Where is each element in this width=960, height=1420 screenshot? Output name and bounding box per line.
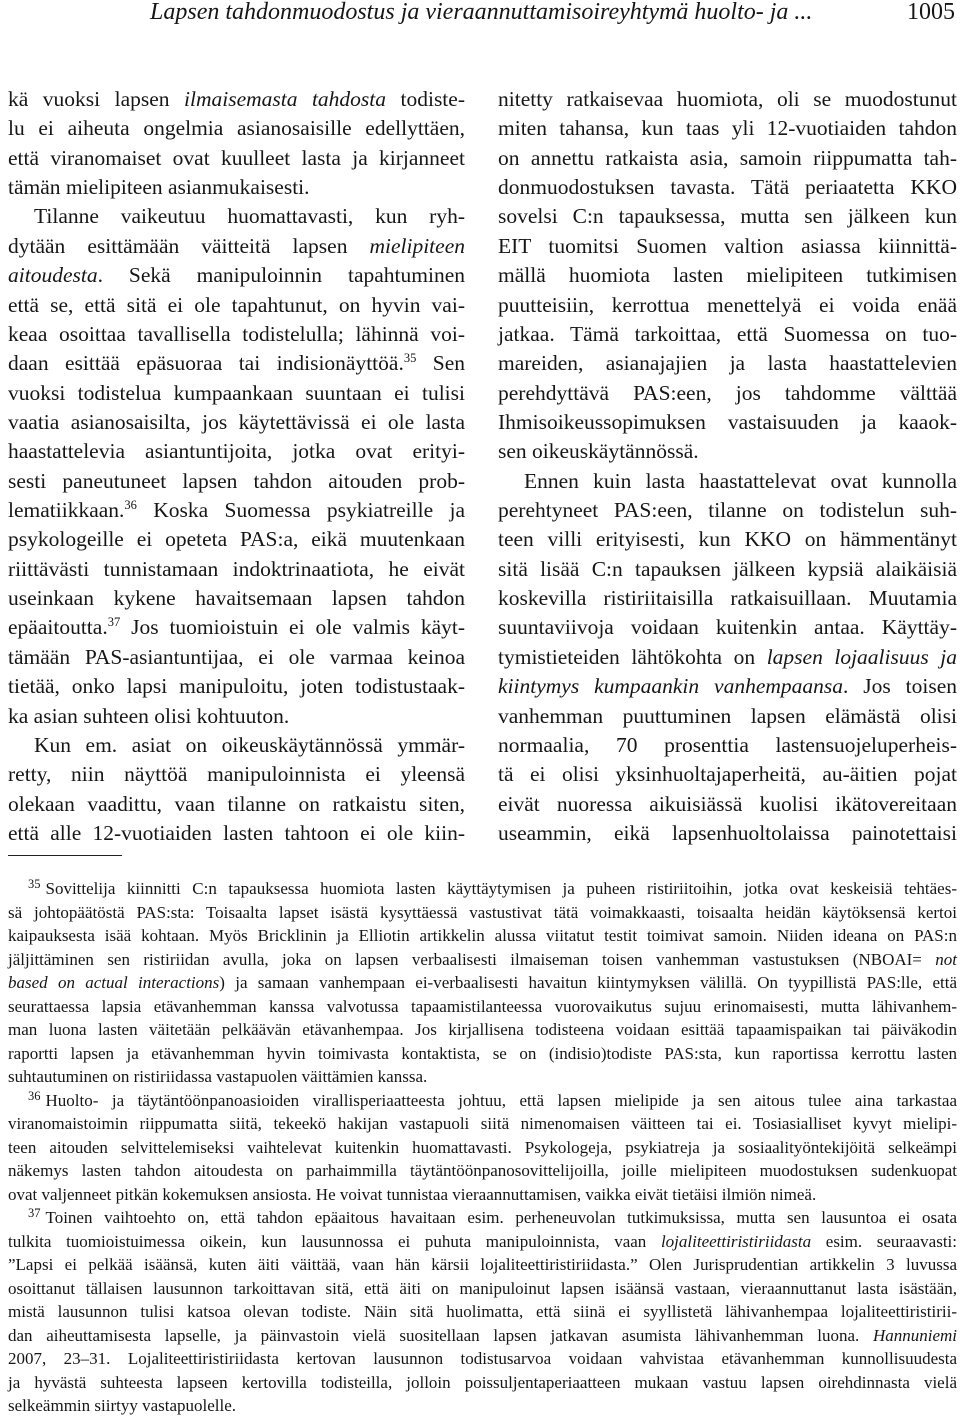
text-run: sä johtopäätöstä PAS:sta: Toisaalta lapset isästä kysyttäessä vastustivat tätä voimakkaasti, toisaalta heidän käytöksensä kertoi: [8, 902, 957, 922]
text-run: mällä huomiota lasten mielipiteen tutkimisen: [498, 263, 957, 288]
footnote: [8, 1206, 957, 1418]
text-line: [498, 408, 957, 437]
text-run: Koska Suomessa psykiatreille ja: [136, 498, 465, 523]
text-run: ka asian suhteen olisi kohtuuton.: [8, 703, 290, 728]
footnote-reference: 36: [124, 498, 137, 513]
text-run: kaipauksesta isää kohtaan. Myös Bricklinin ja Elliotin artikkelin alussa viitatut testit toimivat samoin. Niiden ideana on PAS:n: [8, 926, 957, 945]
footnote-line: [8, 1347, 957, 1371]
text-run: sitä lisää C:n tapauksen jälkeen kypsiä alaikäisiä: [498, 556, 957, 581]
text-run: mistä lausunnon tulisi katsoa olevan todiste. Näin sitä huolimatta, että siinä ei syyllistetä lähivanhempaa lojaliteettiristirii-: [8, 1302, 957, 1321]
footnote-reference: 35: [403, 351, 417, 366]
text-run: donmuodostuksen tavasta. Tätä periaatetta KKO: [498, 175, 957, 200]
footnote-number: 37: [28, 1206, 41, 1220]
text-run: Huolto- ja täytäntöönpanoasioiden virallisperiaatteesta johtuu, että lapsen mielipide ja sen aitous tulee aina tarkastaa: [45, 1090, 957, 1110]
text-line: [498, 467, 957, 496]
body-paragraph: [8, 731, 465, 848]
text-line: [498, 173, 957, 202]
text-line: [8, 408, 465, 437]
text-line: [8, 173, 465, 202]
footnotes: [8, 877, 957, 1418]
text-run: Kun em. asiat on oikeuskäytännössä ymmär-: [34, 732, 465, 757]
text-run: näkemys lasten tahdon aitoudesta on parhaimmilla täytäntöönpanosovittelijoilla, joille mielipiteen muodostuksen sudenkuopat: [8, 1161, 957, 1180]
text-run: . Sekä manipuloinnin tapahtuminen: [97, 263, 465, 288]
footnote-line: [8, 1018, 957, 1042]
text-run: vaatia asianosaisilta, jos käytettävissä ei ole lasta: [8, 409, 465, 434]
text-run: . Jos toisen: [843, 674, 957, 699]
left-column: [8, 85, 465, 848]
text-run: sovelsi C:n tapauksessa, mutta sen jälkeen kun: [498, 204, 957, 229]
footnote-line: [8, 901, 957, 925]
text-run: sesti paneutuneet lapsen tahdon aitouden prob-: [8, 468, 465, 493]
text-run: suuntaviivoja voidaan kuitenkin antaa. Käyttäy-: [498, 615, 957, 640]
page-number: 1005: [907, 0, 955, 25]
text-run: normaalia, 70 prosenttia lastensuojeluperheis-: [498, 732, 957, 757]
text-run: raportti lapsen ja etävanhemman hyvin toimivasta kontaktista, se on (indisio)todiste PAS:sta, kun raportissa kerrottu lasten: [8, 1043, 957, 1063]
italic-text: kiintymys kumpaankin vanhempaansa: [498, 674, 844, 699]
body-paragraph: [8, 202, 465, 730]
text-line: [8, 437, 465, 466]
text-run: Sovittelija kiinnitti C:n tapauksessa huomiota lasten käyttäytymisen ja puheen ristiriitoihin, jotka ovat keskeisiä tehtäes-: [45, 879, 957, 898]
text-run: Sen: [416, 351, 465, 376]
text-line: [8, 555, 465, 584]
text-run: teen aitouden selvittelemiseksi vaihtelevat kuitenkin huomattavasti. Psykologeja, psykiatreja ja sosiaalityöntekijöitä selkeämpi: [8, 1137, 957, 1157]
text-run: ovat valjenneet pitkän kokemuksen ansiosta. He voivat tunnistaa vieraannuttamisen, vaikka eivät tietäisi ilmiön nimeä.: [8, 1184, 817, 1204]
text-line: [8, 291, 465, 320]
italic-text: aitoudesta: [8, 263, 98, 288]
italic-text: lapsen lojaalisuus ja: [766, 644, 957, 669]
body-paragraph: [8, 85, 465, 202]
text-line: [8, 261, 465, 290]
text-run: Toinen vaihtoehto on, että tahdon epäaitous havaitaan esim. perheneuvolan tutkimuksissa, mutta sen lausuntoa ei osata: [45, 1208, 957, 1227]
text-run: suhtautuminen on ristiriidassa vastapuolen väittämien kanssa.: [8, 1067, 428, 1086]
italic-text: lojaliteettiristiriidasta: [660, 1231, 812, 1251]
text-run: tymistieteiden lähtökohta on: [498, 644, 767, 669]
text-run: että se, että sitä ei ole tapahtunut, on hyvin vai-: [8, 292, 465, 317]
body-paragraph: [498, 467, 957, 849]
text-run: että viranomaiset ovat kuulleet lasta ja kirjanneet: [8, 145, 465, 170]
text-line: [8, 496, 465, 525]
text-run: epäaitoutta.: [8, 615, 108, 640]
text-run: perehtyneet PAS:een, tilanne on todistelun suh-: [498, 498, 957, 523]
italic-text: ilmaisemasta tahdosta: [184, 87, 387, 111]
text-line: [8, 819, 465, 848]
italic-text: mielipiteen: [369, 233, 465, 258]
text-line: [498, 202, 957, 231]
text-run: jatkaa. Tämä tarkoittaa, että Suomessa on tuo-: [498, 321, 957, 346]
text-run: tämään PAS-asiantuntijaa, ei ole varmaa keinoa: [8, 644, 465, 669]
text-line: [498, 291, 957, 320]
text-run: perehdyttävä PAS:een, jos tahdomme välttää: [498, 380, 957, 405]
text-line: [8, 672, 465, 701]
footnote-line: [8, 1253, 957, 1277]
text-line: [8, 379, 465, 408]
text-run: keaa osoittaa tavallisella todistelulla; lähinnä voi-: [8, 321, 465, 346]
text-line: [498, 144, 957, 173]
text-line: [498, 819, 957, 848]
text-run: Tilanne vaikeutuu huomattavasti, kun ryh-: [34, 204, 465, 229]
text-line: [8, 613, 465, 642]
text-line: [8, 349, 465, 378]
italic-text: not: [935, 949, 957, 969]
italic-text: Hannuniemi: [872, 1325, 957, 1345]
footnote-line: [8, 1183, 957, 1207]
footnote-line: [8, 1136, 957, 1160]
footnote-line: [8, 1394, 957, 1418]
text-line: [498, 437, 957, 466]
text-run: tietää, onko lapsi manipuloitu, joten todistustaak-: [8, 674, 465, 699]
text-run: puutteisiin, kerrottua menettelyä ei voida enää: [498, 292, 957, 317]
text-run: 2007, 23–31. Lojaliteettiristiriidasta kertovan lausunnon todistusarvoa voidaan vahvistaa etävanhemman kunnollisuudesta: [8, 1349, 957, 1368]
text-run: haastattelevia asiantuntijoita, jotka ovat erityi-: [8, 439, 465, 464]
footnote-separator: [8, 855, 122, 856]
text-line: [8, 643, 465, 672]
footnote-line: [8, 948, 957, 972]
text-run: esim. seuraavasti:: [811, 1231, 958, 1251]
text-run: tämän mielipiteen asianmukaisesti.: [8, 175, 310, 200]
text-run: ”Lapsi ei pelkää isäänsä, kuten äiti väittää, vaan hän kärsii lojaliteettiristiriidasta.” Olen Jurisprudentian artikkelin 3 luvussa: [8, 1255, 957, 1274]
text-run: vuoksi todistelua kumpaankaan suuntaan ei tulisi: [8, 380, 465, 405]
text-run: man luona lasten väitetään pelkäävän etävanhempaa. Jos kirjallisena todisteena voidaan esittää tapaamispaikan tai päiväkodin: [8, 1020, 957, 1039]
text-line: [8, 144, 465, 173]
footnote-line: [8, 1277, 957, 1301]
text-line: [8, 731, 465, 760]
text-line: [498, 643, 957, 672]
text-run: koskevilla ristiriitaisilla ratkaisuillaan. Muutamia: [498, 586, 957, 611]
text-run: vanhemman puuttuminen lapsen elämästä olisi: [498, 703, 957, 728]
text-run: dytään esittämään väitteitä lapsen: [8, 233, 370, 258]
footnote-line: [8, 877, 957, 901]
text-run: tä ei olisi yksinhuoltajaperheitä, au-äitien pojat: [498, 762, 957, 787]
text-line: [498, 261, 957, 290]
text-run: selkeämmin siirtyy vastapuolelle.: [8, 1396, 237, 1415]
text-line: [498, 613, 957, 642]
footnote-line: [8, 1324, 957, 1348]
text-line: [498, 790, 957, 819]
text-line: [8, 584, 465, 613]
text-line: [498, 320, 957, 349]
text-line: [498, 672, 957, 701]
text-run: on annettu ratkaista asia, samoin riippumatta tah-: [498, 145, 957, 170]
text-line: [8, 114, 465, 143]
text-run: riittävästi tunnistamaan indoktrinaatiota, he eivät: [8, 556, 465, 581]
text-run: eivät nuoressa aikuisiässä kuolisi ikätovereitaan: [498, 791, 957, 816]
text-run: sen oikeuskäytännössä.: [498, 439, 699, 464]
footnote-line: [8, 1371, 957, 1395]
text-run: ) ja samaan vanhempaan ei-verbaalisesti havaitun kiintymyksen välillä. On tyypillistä PAS:lle, että: [219, 973, 957, 992]
italic-text: based on actual interactions: [8, 973, 220, 992]
text-line: [8, 85, 465, 114]
text-run: miten tahansa, kun taas yli 12-vuotiaiden tahdon: [498, 116, 957, 141]
text-run: lematiikkaan.: [8, 498, 125, 523]
text-line: [498, 731, 957, 760]
text-run: todiste-: [386, 87, 465, 111]
text-run: retty, niin näyttöä manipuloinnista ei yleensä: [8, 762, 465, 787]
text-run: tulkita tuomioistuimessa oikein, kun lausunnossa ei puhuta manipuloinnista, vaan: [8, 1231, 661, 1251]
text-run: useammin, eikä lapsenhuoltolaissa painotettaisi: [498, 820, 957, 845]
footnote-line: [8, 1089, 957, 1113]
right-column: [498, 85, 957, 848]
text-line: [498, 760, 957, 789]
footnote-line: [8, 1159, 957, 1183]
footnote: [8, 1089, 957, 1207]
text-line: [8, 232, 465, 261]
text-run: että alle 12-vuotiaiden lasten tahtoon ei ole kiin-: [8, 820, 465, 845]
text-run: nitetty ratkaisevaa huomiota, oli se muodostunut: [498, 87, 957, 111]
text-line: [8, 320, 465, 349]
footnote-line: [8, 1230, 957, 1254]
text-run: useinkaan kykene havaitsemaan lapsen tahdon: [8, 586, 465, 611]
footnote-line: [8, 924, 957, 948]
text-line: [498, 349, 957, 378]
text-line: [498, 584, 957, 613]
text-run: viranomaistoimin riippumatta siitä, tekeekö hakijan vastapuoli siitä nimenomaisen väitteen tai ei. Tosiasialliset kyvyt mielipi-: [8, 1114, 957, 1133]
footnote-line: [8, 1112, 957, 1136]
footnote-number: 36: [28, 1088, 41, 1103]
text-run: jäljittäminen sen ristiriidan avulla, joka on lapsen verbaalisesti ilmaiseman toisen vanhemman vastustuksen (NBOAI=: [8, 949, 936, 969]
text-line: [498, 525, 957, 554]
text-run: osoittanut tällaisen lausunnon tarkoittavan sitä, että äiti on manipuloinut lapsen isäänsä vastaan, vieraannuttanut lasta isästään,: [8, 1278, 957, 1298]
footnote-line: [8, 1042, 957, 1066]
text-line: [8, 702, 465, 731]
text-run: psykologeille ei opeteta PAS:a, eikä muutenkaan: [8, 527, 465, 552]
text-line: [8, 790, 465, 819]
text-line: [498, 114, 957, 143]
text-run: seurattaessa lapsia etävanhemman kanssa valvotussa tapaamistilanteessa vuorovaikutus sujuu erinomaisesti, mutta lähivanhem-: [8, 996, 957, 1016]
text-run: kä vuoksi lapsen: [8, 87, 184, 111]
text-line: [8, 202, 465, 231]
text-run: daan esittää epäsuoraa tai indisionäyttöä.: [8, 351, 404, 376]
text-run: olekaan vaadittu, vaan tilanne on ratkaistu siten,: [8, 791, 465, 816]
text-run: EIT tuomitsi Suomen valtion asiassa kiinnittä-: [498, 233, 957, 258]
text-line: [498, 379, 957, 408]
text-run: ja hyvästä suhteesta lapseen kertovilla todisteilla, jolloin poissuljentaperiaatteen mukaan vastuu lapsen oirehdinnasta vielä: [8, 1372, 957, 1392]
footnote-line: [8, 1300, 957, 1324]
text-run: mareiden, asianajajien ja lasta haastattelevien: [498, 351, 957, 376]
text-line: [498, 702, 957, 731]
text-run: teen villi erityisesti, kun KKO on hämmentänyt: [498, 527, 957, 552]
text-run: Jos tuomioistuin ei ole valmis käyt-: [120, 615, 465, 640]
text-line: [498, 555, 957, 584]
footnote-line: [8, 995, 957, 1019]
text-line: [8, 467, 465, 496]
text-run: Ennen kuin lasta haastattelevat ovat kunnolla: [524, 468, 957, 493]
running-title: Lapsen tahdonmuodostus ja vieraannuttamisoireyhtymä huolto- ja ...: [150, 0, 813, 25]
text-line: [498, 496, 957, 525]
footnote-line: [8, 971, 957, 995]
footnote-line: [8, 1206, 957, 1230]
text-run: lu ei aiheuta ongelmia asianosaisille edellyttäen,: [8, 116, 465, 141]
text-line: [498, 85, 957, 114]
text-run: dan aiheuttamisesta lapselle, ja päinvastoin vielä suositellaan lapsen jatkavan asumista lähivanhemman luona.: [8, 1325, 873, 1345]
text-line: [8, 525, 465, 554]
text-run: Ihmisoikeussopimuksen vastaisuuden ja kaaok-: [498, 409, 957, 434]
text-line: [8, 760, 465, 789]
body-paragraph: [498, 85, 957, 467]
footnote-line: [8, 1065, 957, 1089]
footnote-number: 35: [28, 877, 41, 891]
footnote-reference: 37: [107, 615, 121, 630]
text-line: [498, 232, 957, 261]
footnote: [8, 877, 957, 1089]
